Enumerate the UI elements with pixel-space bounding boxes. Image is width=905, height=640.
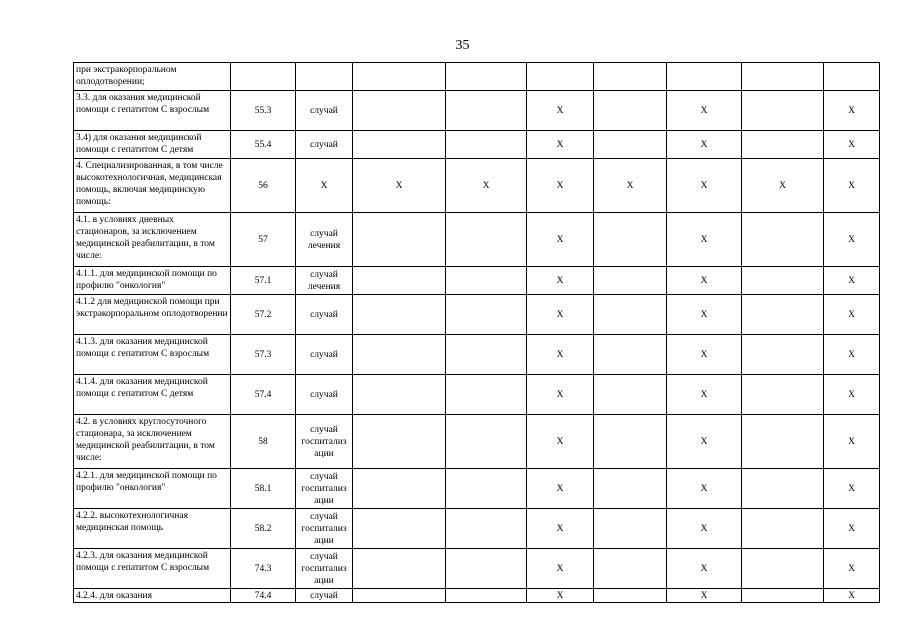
table-cell <box>742 295 824 335</box>
table-cell <box>446 469 527 509</box>
table-cell <box>446 131 527 159</box>
unit-cell: случай <box>296 295 353 335</box>
table-row <box>74 213 880 267</box>
table-cell <box>742 213 824 267</box>
table-row <box>74 131 880 159</box>
table-cell: X <box>527 589 594 603</box>
table-cell <box>353 549 446 589</box>
table-row <box>74 509 880 549</box>
table-cell: X <box>527 91 594 131</box>
table-cell <box>527 63 594 91</box>
table-row <box>74 469 880 509</box>
row-description: 4.1.4. для оказания медицинской помощи с гепатитом С детям <box>74 375 231 415</box>
table-cell <box>594 509 667 549</box>
row-number-cell: 74.4 <box>231 589 296 603</box>
table-cell: X <box>527 295 594 335</box>
row-number-cell: 57.2 <box>231 295 296 335</box>
table-cell <box>594 469 667 509</box>
table-cell: X <box>824 213 880 267</box>
table-cell: X <box>667 415 742 469</box>
table-row <box>74 335 880 375</box>
table-cell: X <box>824 469 880 509</box>
table-cell <box>353 63 446 91</box>
row-description: 4.2.3. для оказания медицинской помощи с гепатитом С взрослым <box>74 549 231 589</box>
table-cell <box>353 589 446 603</box>
table-cell: X <box>824 589 880 603</box>
row-description: 4.1.2 для медицинской помощи при экстракорпоральном оплодотворении <box>74 295 231 335</box>
table-cell: X <box>824 509 880 549</box>
table-cell: X <box>527 469 594 509</box>
table-cell <box>446 509 527 549</box>
row-description: 4.2.2. высокотехнологичная медицинская помощь <box>74 509 231 549</box>
row-number-cell: 58 <box>231 415 296 469</box>
table-cell <box>446 213 527 267</box>
unit-cell <box>296 63 353 91</box>
table-cell <box>742 549 824 589</box>
table-cell <box>594 91 667 131</box>
data-table <box>73 62 880 603</box>
table-cell <box>742 131 824 159</box>
row-number-cell: 55.4 <box>231 131 296 159</box>
table-row <box>74 589 880 603</box>
table-cell: X <box>824 159 880 213</box>
row-number-cell: 57.1 <box>231 267 296 295</box>
table-cell <box>594 335 667 375</box>
unit-cell: случай <box>296 131 353 159</box>
table-cell <box>446 295 527 335</box>
table-cell: X <box>824 415 880 469</box>
table-row <box>74 295 880 335</box>
table-cell <box>353 469 446 509</box>
table-cell <box>594 415 667 469</box>
row-description: 4.2. в условиях круглосуточного стационара, за исключением медицинской реабилитации, в том числе: <box>74 415 231 469</box>
unit-cell: случай госпитализ ации <box>296 509 353 549</box>
table-cell <box>594 63 667 91</box>
table-cell: X <box>824 549 880 589</box>
row-description: при экстракорпоральном оплодотворении; <box>74 63 231 91</box>
unit-cell: случай <box>296 375 353 415</box>
row-number-cell: 57.3 <box>231 335 296 375</box>
unit-cell: случай лечения <box>296 267 353 295</box>
table-cell <box>446 375 527 415</box>
table-cell <box>742 63 824 91</box>
row-number-cell: 55.3 <box>231 91 296 131</box>
table-cell <box>742 335 824 375</box>
table-cell <box>594 267 667 295</box>
table-cell: X <box>667 589 742 603</box>
table-cell: X <box>824 91 880 131</box>
table-cell <box>742 469 824 509</box>
table-cell: X <box>824 335 880 375</box>
row-number-cell: 57.4 <box>231 375 296 415</box>
unit-cell: случай <box>296 335 353 375</box>
table-cell: X <box>824 267 880 295</box>
table-cell <box>667 63 742 91</box>
table-cell: X <box>667 375 742 415</box>
unit-cell: случай <box>296 91 353 131</box>
table-cell <box>353 295 446 335</box>
table-cell <box>353 415 446 469</box>
table-cell <box>594 131 667 159</box>
table-row <box>74 159 880 213</box>
table-cell: X <box>527 375 594 415</box>
table-cell <box>446 549 527 589</box>
row-number-cell: 58.2 <box>231 509 296 549</box>
table-cell <box>594 295 667 335</box>
table-cell <box>353 335 446 375</box>
table-row <box>74 549 880 589</box>
table-cell <box>446 63 527 91</box>
table-row <box>74 267 880 295</box>
row-number-cell: 74.3 <box>231 549 296 589</box>
row-number-cell <box>231 63 296 91</box>
row-description: 4.2.1. для медицинской помощи по профилю "онкология" <box>74 469 231 509</box>
row-number-cell: 56 <box>231 159 296 213</box>
table-row <box>74 91 880 131</box>
row-number-cell: 57 <box>231 213 296 267</box>
table-cell <box>353 91 446 131</box>
unit-cell: случай лечения <box>296 213 353 267</box>
table-cell: X <box>824 131 880 159</box>
unit-cell: случай госпитализ ации <box>296 549 353 589</box>
table-cell: X <box>527 335 594 375</box>
table-cell <box>446 335 527 375</box>
table-cell: X <box>353 159 446 213</box>
table-cell: X <box>446 159 527 213</box>
table-cell: X <box>742 159 824 213</box>
table-cell: X <box>667 91 742 131</box>
row-description: 3.4) для оказания медицинской помощи с гепатитом С детям <box>74 131 231 159</box>
table-row <box>74 415 880 469</box>
table-cell: X <box>667 295 742 335</box>
table-cell <box>742 267 824 295</box>
table-cell <box>594 375 667 415</box>
table-cell <box>353 131 446 159</box>
table-cell: X <box>527 213 594 267</box>
row-number-cell: 58.1 <box>231 469 296 509</box>
table-cell <box>594 213 667 267</box>
row-description: 4. Специализированная, в том числе высокотехнологичная, медицинская помощь, включая медицинскую помощь: <box>74 159 231 213</box>
table-cell <box>353 213 446 267</box>
table-cell: X <box>527 131 594 159</box>
table-row <box>74 375 880 415</box>
unit-cell: случай <box>296 589 353 603</box>
table-cell <box>742 91 824 131</box>
table-cell: X <box>824 295 880 335</box>
table-cell: X <box>527 509 594 549</box>
table-cell <box>353 267 446 295</box>
table-cell: X <box>527 159 594 213</box>
table-cell: X <box>667 469 742 509</box>
row-description: 4.1.3. для оказания медицинской помощи с гепатитом С взрослым <box>74 335 231 375</box>
table-cell <box>446 267 527 295</box>
table-cell: X <box>527 267 594 295</box>
table-cell <box>446 415 527 469</box>
row-description: 3.3. для оказания медицинской помощи с гепатитом С взрослым <box>74 91 231 131</box>
unit-cell: случай госпитализ ации <box>296 415 353 469</box>
table-cell <box>742 375 824 415</box>
table-row <box>74 63 880 91</box>
row-description: 4.1. в условиях дневных стационаров, за исключением медицинской реабилитации, в том числе: <box>74 213 231 267</box>
table-cell <box>742 589 824 603</box>
unit-cell: случай госпитализ ации <box>296 469 353 509</box>
table-cell: X <box>667 131 742 159</box>
table-cell <box>824 63 880 91</box>
table-cell: X <box>824 375 880 415</box>
table-cell: X <box>667 159 742 213</box>
table-cell <box>594 549 667 589</box>
table-cell: X <box>594 159 667 213</box>
table-cell: X <box>667 213 742 267</box>
table-cell: X <box>667 267 742 295</box>
table-cell <box>353 375 446 415</box>
table-body <box>74 63 880 603</box>
table-cell: X <box>667 549 742 589</box>
table-cell <box>446 91 527 131</box>
table-cell: X <box>527 415 594 469</box>
table-cell <box>594 589 667 603</box>
table-cell <box>742 415 824 469</box>
page-number: 35 <box>455 38 470 53</box>
table-cell: X <box>667 335 742 375</box>
table-cell <box>446 589 527 603</box>
table-cell <box>742 509 824 549</box>
table-cell <box>353 509 446 549</box>
unit-cell: X <box>296 159 353 213</box>
row-description: 4.2.4. для оказания <box>74 589 231 603</box>
row-description: 4.1.1. для медицинской помощи по профилю "онкология" <box>74 267 231 295</box>
table-cell: X <box>527 549 594 589</box>
table-cell: X <box>667 509 742 549</box>
